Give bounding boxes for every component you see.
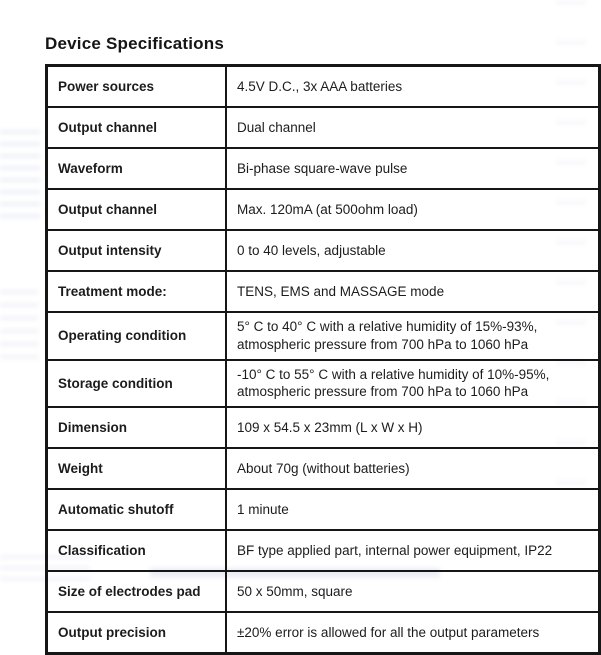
table-row	[47, 230, 600, 271]
spec-label: Treatment mode:	[47, 271, 227, 312]
table-row	[47, 489, 600, 530]
spec-value: Max. 120mA (at 500ohm load)	[226, 189, 600, 230]
spec-value: About 70g (without batteries)	[226, 448, 600, 489]
spec-value: 50 x 50mm, square	[226, 571, 600, 612]
spec-label: Classification	[47, 530, 227, 571]
spec-value: ±20% error is allowed for all the output parameters	[226, 612, 600, 654]
bleed-through-artifact	[0, 290, 38, 360]
table-row	[47, 448, 600, 489]
table-row	[47, 530, 600, 571]
table-row	[47, 612, 600, 654]
device-specifications-table	[45, 64, 601, 655]
spec-value: Bi-phase square-wave pulse	[226, 148, 600, 189]
table-row	[47, 148, 600, 189]
spec-value: 109 x 54.5 x 23mm (L x W x H)	[226, 407, 600, 448]
spec-table-body	[47, 66, 600, 654]
spec-label: Dimension	[47, 407, 227, 448]
table-row	[47, 571, 600, 612]
spec-label: Output channel	[47, 189, 227, 230]
table-row	[47, 271, 600, 312]
page-title: Device Specifications	[45, 34, 224, 53]
table-row	[47, 407, 600, 448]
spec-label: Operating condition	[47, 312, 227, 360]
spec-value: BF type applied part, internal power equipment, IP22	[226, 530, 600, 571]
spec-label: Weight	[47, 448, 227, 489]
table-row	[47, 360, 600, 408]
spec-label: Output precision	[47, 612, 227, 654]
spec-label: Output channel	[47, 107, 227, 148]
spec-value: Dual channel	[226, 107, 600, 148]
spec-value: -10° C to 55° C with a relative humidity of 10%-95%, atmospheric pressure from 700 hPa to 1060 hPa	[226, 360, 600, 408]
spec-value: 1 minute	[226, 489, 600, 530]
spec-label: Waveform	[47, 148, 227, 189]
spec-value: 0 to 40 levels, adjustable	[226, 230, 600, 271]
spec-value: 5° C to 40° C with a relative humidity of 15%-93%, atmospheric pressure from 700 hPa to 1060 hPa	[226, 312, 600, 360]
table-row	[47, 189, 600, 230]
spec-label: Storage condition	[47, 360, 227, 408]
bleed-through-artifact	[0, 130, 40, 220]
table-row	[47, 107, 600, 148]
table-row	[47, 312, 600, 360]
spec-label: Power sources	[47, 66, 227, 108]
spec-label: Automatic shutoff	[47, 489, 227, 530]
spec-label: Output intensity	[47, 230, 227, 271]
spec-label: Size of electrodes pad	[47, 571, 227, 612]
table-row	[47, 66, 600, 108]
spec-value: 4.5V D.C., 3x AAA batteries	[226, 66, 600, 108]
spec-value: TENS, EMS and MASSAGE mode	[226, 271, 600, 312]
